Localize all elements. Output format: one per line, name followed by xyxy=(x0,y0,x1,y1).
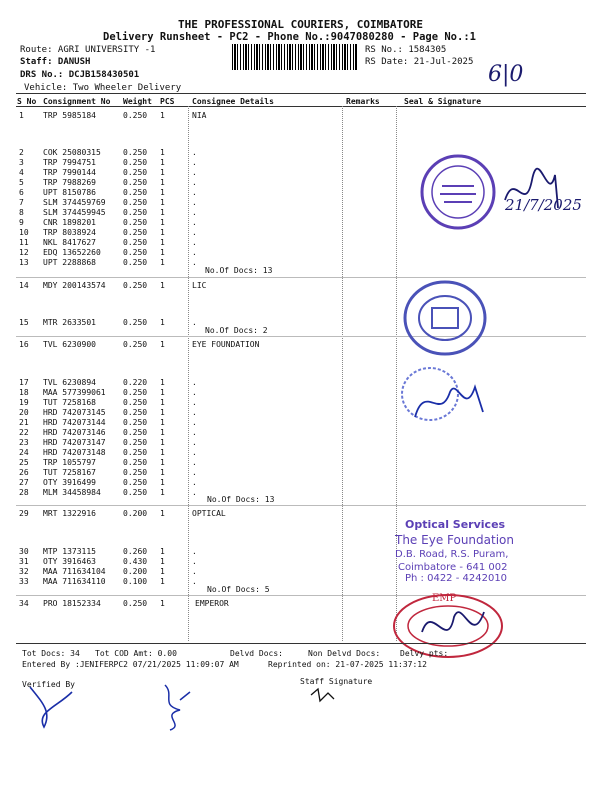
table-row: 2 COK 25080315 0.250 1 . xyxy=(19,148,197,157)
nia-seal-stamp xyxy=(418,152,498,232)
docs-count: No.Of Docs: 13 xyxy=(205,266,273,275)
consignee-name: NIA xyxy=(192,111,207,120)
emperor-stamp-text: EMP xyxy=(432,593,457,604)
docs-count: No.Of Docs: 2 xyxy=(205,326,268,335)
total-docs: Tot Docs: 34 xyxy=(22,649,80,658)
table-row: 7 SLM 374459769 0.250 1 . xyxy=(19,198,197,207)
non-delivered-docs: Non Delvd Docs: xyxy=(308,649,381,658)
consignee-name: EMPEROR xyxy=(195,599,229,608)
delivery-points: Delvy pts: xyxy=(400,649,449,658)
header-rule xyxy=(16,93,586,94)
docs-count: No.Of Docs: 5 xyxy=(207,585,270,594)
rs-number: RS No.: 1584305 xyxy=(365,45,447,55)
table-row: 15 MTR 2633501 0.250 1 . xyxy=(19,318,197,327)
route: Route: AGRI UNIVERSITY -1 xyxy=(20,45,156,55)
second-signature xyxy=(150,680,200,735)
table-row: 13 UPT 2288868 0.250 1 . xyxy=(19,258,197,267)
vehicle: Vehicle: Two Wheeler Delivery xyxy=(24,83,182,93)
consignee-name: OPTICAL xyxy=(192,509,226,518)
table-row: 3 TRP 7994751 0.250 1 . xyxy=(19,158,197,167)
table-row: 29 MRT 1322916 0.200 1 xyxy=(19,509,165,518)
col-remarks: Remarks xyxy=(346,97,380,106)
delivered-docs: Delvd Docs: xyxy=(230,649,283,658)
table-row: 10 TRP 8038924 0.250 1 . xyxy=(19,228,197,237)
verified-by-label: Verified By xyxy=(22,680,75,689)
col-pcs: PCS xyxy=(160,97,175,106)
col-sno: S No xyxy=(17,97,37,106)
group-divider xyxy=(16,277,586,278)
table-row: 1 TRP 5985184 0.250 1 xyxy=(19,111,165,120)
table-row: 31 OTY 3916463 0.430 1 . xyxy=(19,557,197,566)
col-consignee: Consignee Details xyxy=(192,97,274,106)
entered-by: Entered By :JENIFERPC2 07/21/2025 11:09:07 AM xyxy=(22,660,239,669)
table-row: 23 HRD 742073147 0.250 1 . xyxy=(19,438,197,447)
table-row: 25 TRP 1055797 0.250 1 . xyxy=(19,458,197,467)
header-rule-bottom xyxy=(16,106,586,107)
nia-sig-date: 21/7/2025 xyxy=(505,196,582,214)
handwritten-count: 6|0 xyxy=(488,62,524,87)
stamp-optical-city: Coimbatore - 641 002 xyxy=(398,562,508,573)
stamp-optical-name: The Eye Foundation xyxy=(395,533,514,547)
table-row: 16 TVL 6230900 0.250 1 xyxy=(19,340,165,349)
table-row: 5 TRP 7988269 0.250 1 . xyxy=(19,178,197,187)
col-weight: Weight xyxy=(123,97,152,106)
table-row: 22 HRD 742073146 0.250 1 . xyxy=(19,428,197,437)
total-cod: Tot COD Amt: 0.00 xyxy=(95,649,177,658)
table-row: 33 MAA 711634110 0.100 1 . xyxy=(19,577,197,586)
group-divider xyxy=(16,336,586,337)
reprinted-on: Reprinted on: 21-07-2025 11:37:12 xyxy=(268,660,427,669)
staff-signature xyxy=(308,685,338,705)
table-row: 12 EDQ 13652260 0.250 1 . xyxy=(19,248,197,257)
footer-rule xyxy=(16,643,586,644)
table-row: 17 TVL 6230894 0.220 1 . xyxy=(19,378,197,387)
col-consignment: Consignment No xyxy=(43,97,111,106)
table-row: 4 TRP 7990144 0.250 1 . xyxy=(19,168,197,177)
table-row: 32 MAA 711634104 0.200 1 . xyxy=(19,567,197,576)
table-row: 8 SLM 374459945 0.250 1 . xyxy=(19,208,197,217)
consignee-name: EYE FOUNDATION xyxy=(192,340,260,349)
table-row: 24 HRD 742073148 0.250 1 . xyxy=(19,448,197,457)
staff-signature-label: Staff Signature xyxy=(300,677,373,686)
lic-round-stamp xyxy=(400,278,490,358)
staff: Staff: DANUSH xyxy=(20,57,91,67)
rs-date: RS Date: 21-Jul-2025 xyxy=(365,57,474,67)
company-title: THE PROFESSIONAL COURIERS, COIMBATORE xyxy=(178,18,424,31)
table-row: 28 MLM 34458984 0.250 1 . xyxy=(19,488,197,497)
table-row: 9 CNR 1898201 0.250 1 . xyxy=(19,218,197,227)
stamp-optical-title: Optical Services xyxy=(405,518,506,531)
group-divider xyxy=(16,505,586,506)
eye-foundation-stamp xyxy=(395,362,505,432)
table-row: 26 TUT 7258167 0.250 1 . xyxy=(19,468,197,477)
stamp-optical-addr: D.B. Road, R.S. Puram, xyxy=(395,549,509,560)
barcode xyxy=(232,44,358,70)
drs-number: DRS No.: DCJB158430501 xyxy=(20,70,140,80)
docs-count: No.Of Docs: 13 xyxy=(207,495,275,504)
table-row: 27 OTY 3916499 0.250 1 . xyxy=(19,478,197,487)
table-row: 20 HRD 742073145 0.250 1 . xyxy=(19,408,197,417)
col-seal: Seal & Signature xyxy=(404,97,482,106)
verifier-signature xyxy=(22,682,82,732)
table-row: 19 TUT 7258168 0.250 1 . xyxy=(19,398,197,407)
table-row: 21 HRD 742073144 0.250 1 . xyxy=(19,418,197,427)
table-row: 6 UPT 8150786 0.250 1 . xyxy=(19,188,197,197)
table-row: 11 NKL 8417627 0.250 1 . xyxy=(19,238,197,247)
table-row: 30 MTP 1373115 0.260 1 . xyxy=(19,547,197,556)
consignee-name: LIC xyxy=(192,281,207,290)
runsheet-title: Delivery Runsheet - PC2 - Phone No.:9047080280 - Page No.:1 xyxy=(103,31,476,43)
table-row: 14 MDY 200143574 0.250 1 xyxy=(19,281,165,290)
table-row: 34 PRO 18152334 0.250 1 xyxy=(19,599,165,608)
stamp-optical-phone: Ph : 0422 - 4242010 xyxy=(405,573,508,584)
table-row: 18 MAA 577399061 0.250 1 . xyxy=(19,388,197,397)
